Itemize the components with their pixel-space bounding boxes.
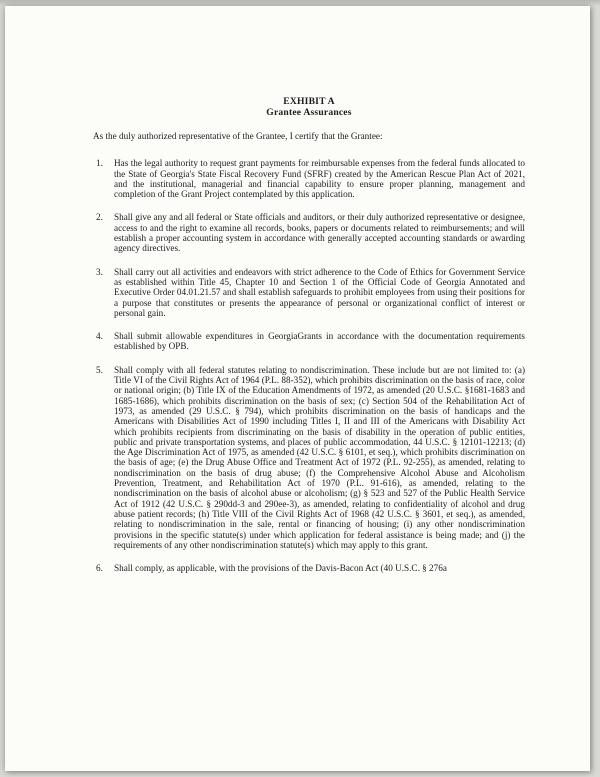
assurance-item-1 <box>93 158 525 199</box>
title-block <box>93 96 525 118</box>
item-number: 5. <box>96 364 103 375</box>
item-text: Shall comply, as applicable, with the provisions of the Davis-Bacon Act (40 U.S.C. § 276a <box>114 563 447 574</box>
item-text: Has the legal authority to request grant payments for reimbursable expenses from the federal funds allocated to the State of Georgia's State Fiscal Recovery Fund (SFRF) created by the American Rescue Plan Act of 2021, and the institutional, managerial and financial capability to ensure proper planning, management and completion of the Grant Project contemplated by this application. <box>114 158 525 200</box>
assurances-list <box>93 158 525 573</box>
page-title: EXHIBIT A <box>283 96 335 107</box>
assurance-item-5 <box>93 365 525 550</box>
document-page <box>5 6 590 771</box>
item-text: Shall submit allowable expenditures in GeorgiaGrants in accordance with the documentation requirements established by OPB. <box>114 331 525 352</box>
item-text: Shall carry out all activities and endeavors with strict adherence to the Code of Ethics for Government Service as established within Title 45, Chapter 10 and Section 1 of the Official Code of Georgia Annotated and Executive Order 04.01.21.57 and shall establish safeguards to prohibit employees from using their positions for a purpose that constitutes or presents the appearance of personal or organizational conflict of interest or personal gain. <box>114 266 525 318</box>
assurance-item-4 <box>93 331 525 352</box>
item-number: 1. <box>96 158 103 169</box>
assurance-item-2 <box>93 212 525 253</box>
assurance-item-6 <box>93 563 525 573</box>
item-number: 6. <box>96 563 103 574</box>
item-number: 2. <box>96 212 103 223</box>
page-subtitle: Grantee Assurances <box>266 107 352 118</box>
item-text: Shall give any and all federal or State officials and auditors, or their duly authorized representative or designee, access to and the right to examine all records, books, papers or documents related to reimbursements; and will establish a proper accounting system in accordance with generally accepted accounting standards or awarding agency directives. <box>114 212 525 254</box>
item-text: Shall comply with all federal statutes relating to nondiscrimination. These include but are not limited to: (a) Title VI of the Civil Rights Act of 1964 (P.L. 88-352), which prohibits discrimination on the basis of race, color or national origin; (b) Title IX of the Education Amendments of 1972, as amended (20 U.S.C. §1681-1683 and 1685-1686), which prohibits discrimination on the basis of sex; (c) Section 504 of the Rehabilitation Act of 1973, as amended (29 U.S.C. § 794), which prohibits discrimination on the basis of handicaps and the Americans with Disabilities Act of 1990 including Titles I, II and III of the Americans with Disability Act which prohibits recipients from discriminating on the basis of disability in the operation of public entities, public and private transportation systems, and places of public accommodation, 44 U.S.C. § 12101-12213; (d) the Age Discrimination Act of 1975, as amended (42 U.S.C. § 6101, et seq.), which prohibits discrimination on the basis of age; (e) the Drug Abuse Office and Treatment Act of 1972 (P.L. 92-255), as amended, relating to nondiscrimination on the basis of drug abuse; (f) the Comprehensive Alcohol Abuse and Alcoholism Prevention, Treatment, and Rehabilitation Act of 1970 (P.L. 91-616), as amended, relating to the nondiscrimination on the basis of alcohol abuse or alcoholism; (g) § 523 and 527 of the Public Health Service Act of 1912 (42 U.S.C. § 290dd-3 and 290ee-3), as amended, relating to confidentiality of alcohol and drug abuse patient records; (h) Title VIII of the Civil Rights Act of 1968 (42 U.S.C. § 3601, et seq.), as amended, relating to nondiscrimination in the sale, rental or financing of housing; (i) any other nondiscrimination provisions in the specific statute(s) under which application for federal assistance is being made; and (j) the requirements of any other nondiscrimination statute(s) which may apply to this grant. <box>114 364 525 550</box>
intro-paragraph: As the duly authorized representative of the Grantee, I certify that the Grantee: <box>93 131 383 141</box>
item-number: 3. <box>96 266 103 277</box>
assurance-item-3 <box>93 267 525 318</box>
item-number: 4. <box>96 331 103 342</box>
document-content <box>93 96 525 586</box>
